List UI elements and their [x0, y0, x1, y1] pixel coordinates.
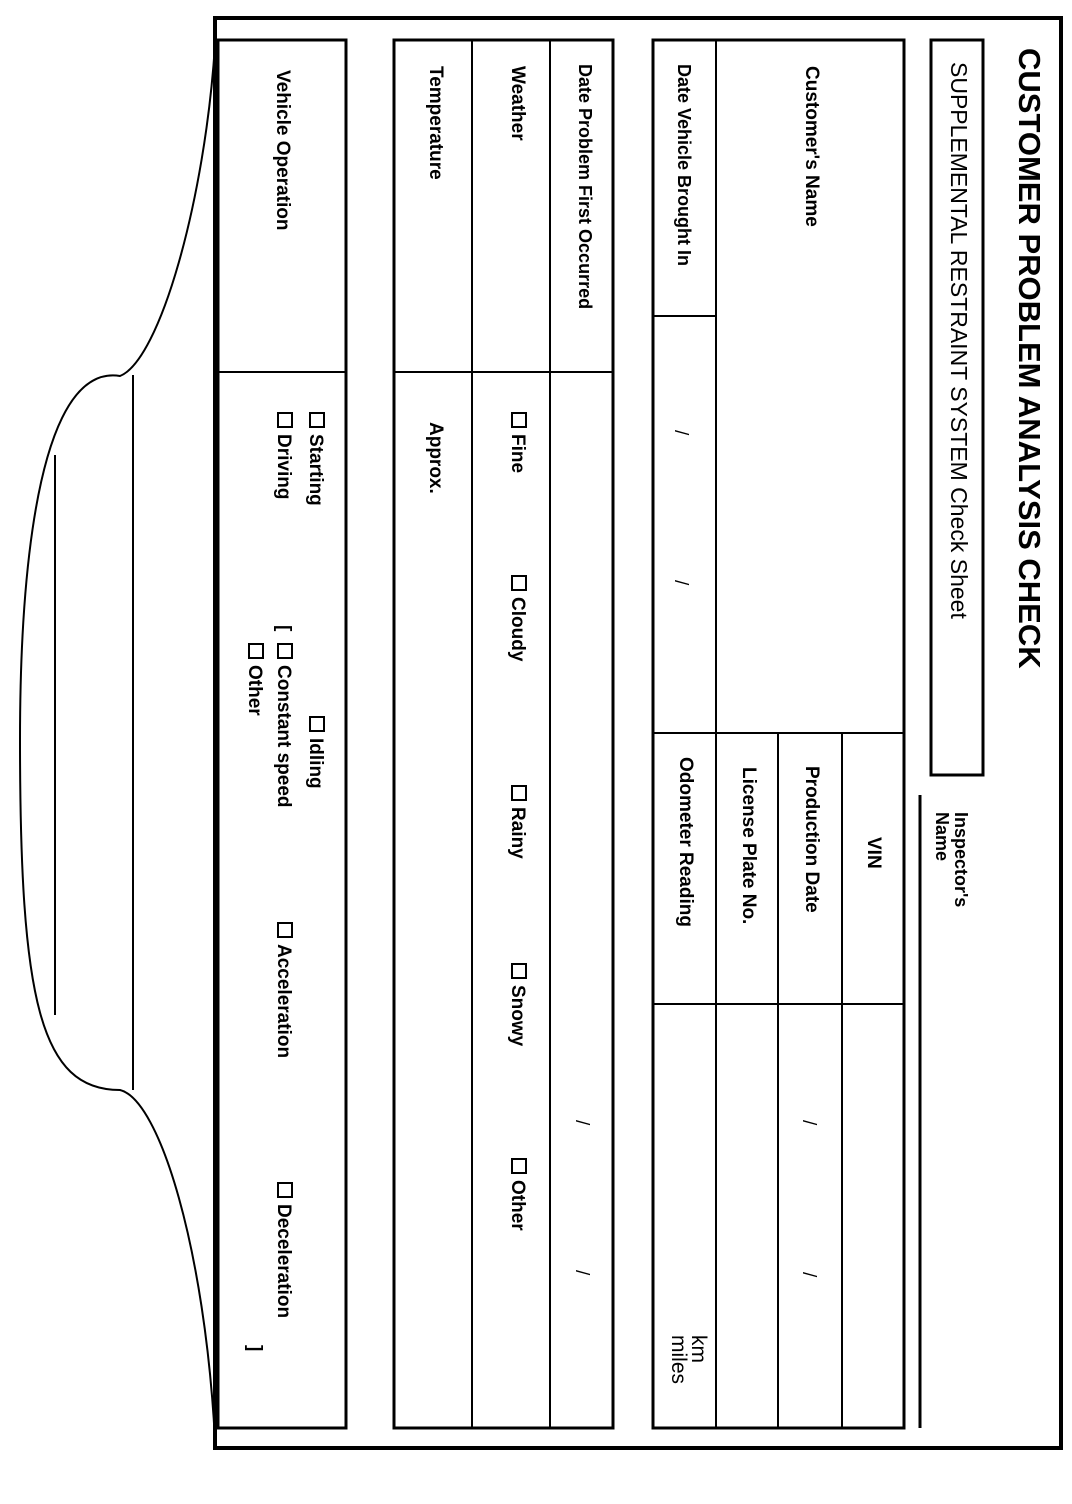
operation-option-deceleration[interactable]: Deceleration [274, 1182, 293, 1318]
checkbox-icon[interactable] [277, 922, 293, 938]
odometer-units: km miles [667, 1335, 710, 1385]
inspector-name-label: Inspector's Name [932, 812, 971, 908]
form-subtitle: SUPPLEMENTAL RESTRAINT SYSTEM Check Sheet [946, 62, 972, 619]
weather-label: Weather [507, 66, 528, 141]
weather-option-cloudy[interactable]: Cloudy [508, 575, 527, 661]
operation-option-starting[interactable]: Starting [306, 412, 325, 506]
weather-option-other[interactable]: Other [508, 1158, 527, 1231]
license-plate-field[interactable] [720, 1008, 774, 1426]
production-date-separator: / [798, 1272, 819, 1278]
checkbox-icon[interactable] [511, 785, 527, 801]
operation-option-other[interactable]: Other [245, 643, 264, 716]
torn-edge [20, 45, 215, 1440]
checkbox-icon[interactable] [277, 1182, 293, 1198]
customer-name-field[interactable] [720, 320, 840, 730]
vehicle-operation-label: Vehicle Operation [272, 70, 293, 231]
operation-option-acceleration[interactable]: Acceleration [274, 922, 293, 1058]
operation-bracket-close: ] [244, 1345, 265, 1352]
date-first-occurred-separator: / [571, 1120, 592, 1126]
date-brought-in-separator: / [670, 430, 691, 436]
checkbox-icon[interactable] [277, 412, 293, 428]
weather-option-snowy[interactable]: Snowy [508, 963, 527, 1046]
odometer-label: Odometer Reading [675, 757, 696, 927]
form-title: CUSTOMER PROBLEM ANALYSIS CHECK [1012, 48, 1047, 669]
date-first-occurred-label: Date Problem First Occurred [575, 64, 595, 310]
checkbox-icon[interactable] [511, 1158, 527, 1174]
checkbox-icon[interactable] [309, 716, 325, 732]
odometer-field[interactable] [657, 1008, 711, 1328]
operation-option-driving[interactable]: Driving [274, 412, 293, 499]
operation-option-idling[interactable]: Idling [306, 716, 325, 789]
weather-option-rainy[interactable]: Rainy [508, 785, 527, 859]
inspector-name-field[interactable] [924, 925, 958, 1425]
temperature-field[interactable] [398, 520, 468, 1420]
date-brought-in-label: Date Vehicle Brought In [674, 64, 694, 267]
checkbox-icon[interactable] [309, 412, 325, 428]
checkbox-icon[interactable] [277, 643, 293, 659]
checkbox-icon[interactable] [248, 643, 264, 659]
temperature-label: Temperature [425, 66, 446, 180]
customer-name-label: Customer's Name [801, 66, 822, 227]
weather-option-fine[interactable]: Fine [508, 412, 527, 473]
production-date-label: Production Date [801, 766, 822, 913]
license-plate-label: License Plate No. [738, 767, 759, 925]
temperature-approx: Approx. [425, 422, 446, 494]
checkbox-icon[interactable] [511, 963, 527, 979]
date-first-occurred-separator: / [571, 1270, 592, 1276]
production-date-separator: / [798, 1120, 819, 1126]
operation-bracket-open: [ [273, 625, 294, 632]
date-brought-in-separator: / [670, 580, 691, 586]
checkbox-icon[interactable] [511, 575, 527, 591]
vin-label: VIN [863, 837, 884, 869]
checkbox-icon[interactable] [511, 412, 527, 428]
vin-field[interactable] [846, 1008, 900, 1426]
operation-option-constant-speed[interactable]: Constant speed [274, 643, 293, 808]
